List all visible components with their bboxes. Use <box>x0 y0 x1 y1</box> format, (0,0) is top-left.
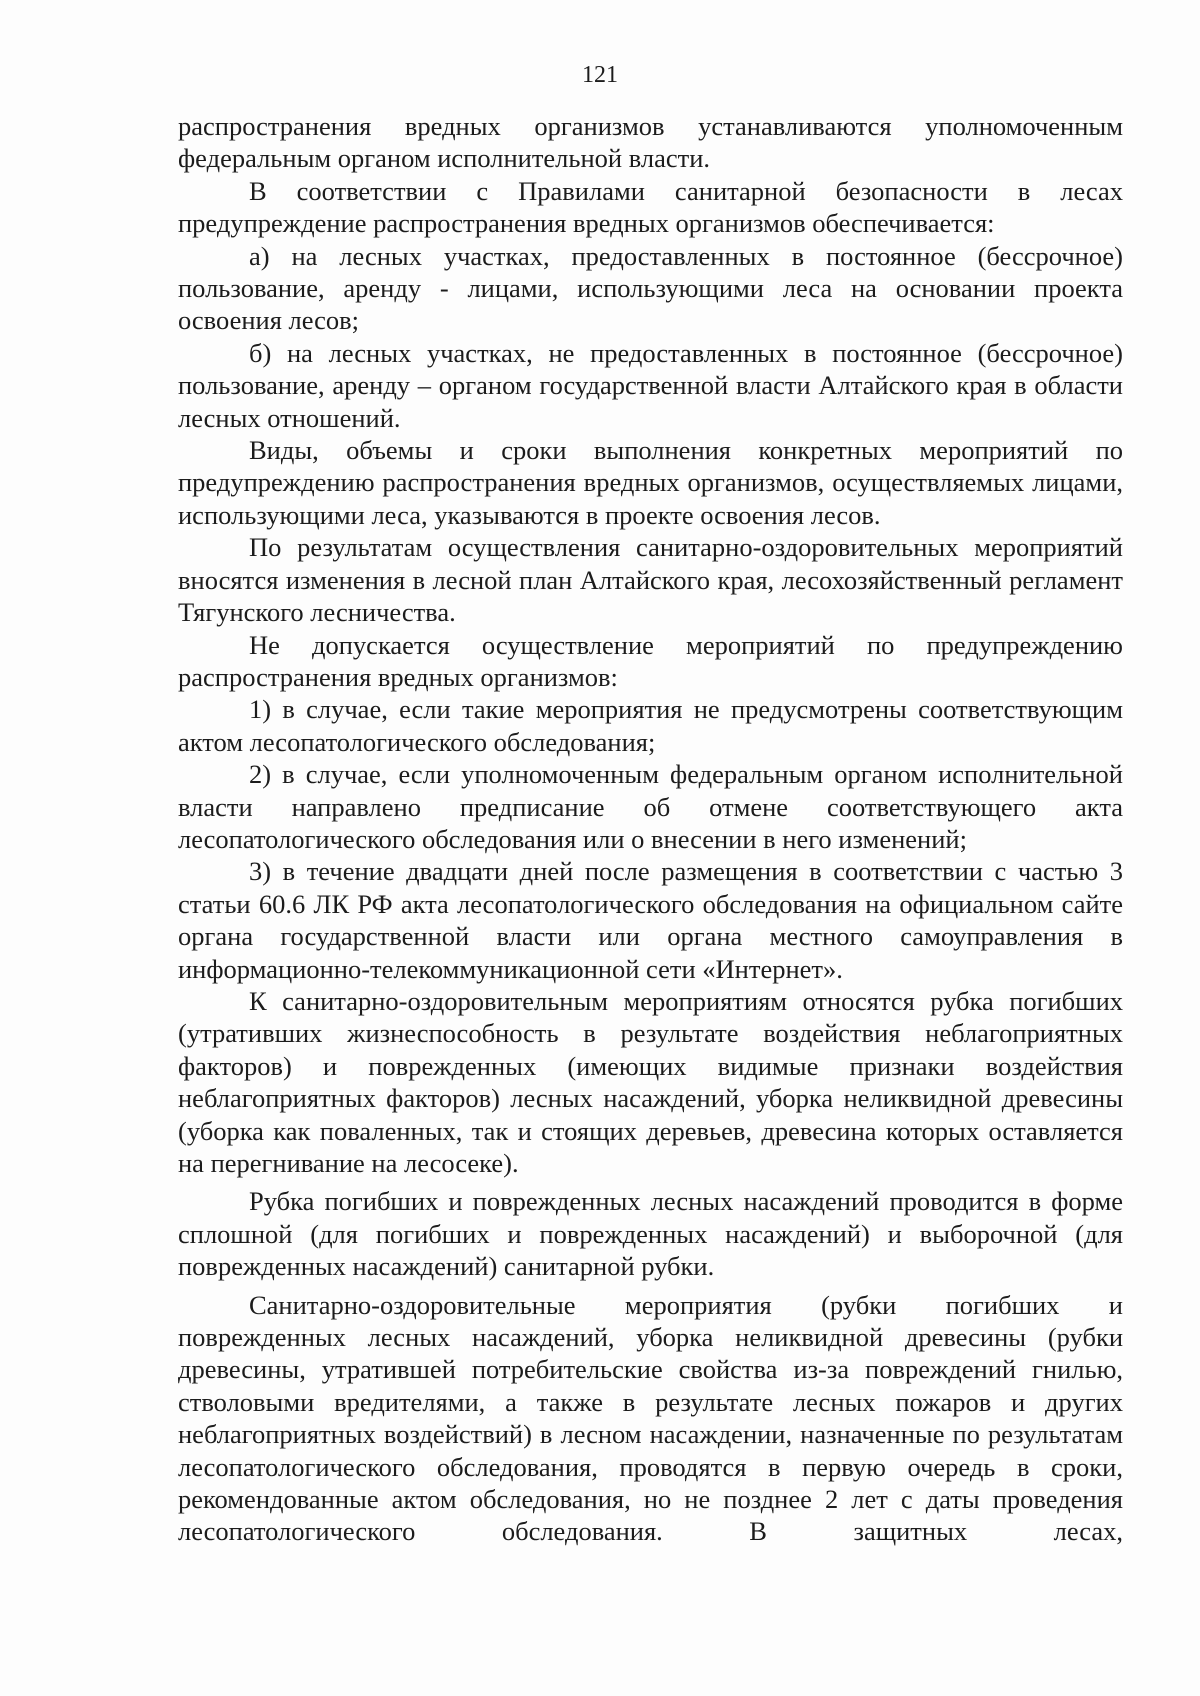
paragraph: К санитарно-оздоровительным мероприятиям относятся рубка погибших (утративших жизнеспособность в результате воздействия неблагоприятных факторов) и поврежденных (имеющих видимые признаки воздействия неблагоприятных факторов) лесных насаждений, уборка неликвидной древесины (уборка как поваленных, так и стоящих деревьев, древесина которых оставляется на перегнивание на лесосеке). <box>178 985 1123 1178</box>
paragraph: В соответствии с Правилами санитарной безопасности в лесах предупреждение распространения вредных организмов обеспечивается: <box>178 175 1123 239</box>
document-body <box>178 110 1123 1548</box>
paragraph: По результатам осуществления санитарно-оздоровительных мероприятий вносятся изменения в лесной план Алтайского края, лесохозяйственный регламент Тягунского лесничества. <box>178 532 1123 628</box>
paragraph: Не допускается осуществление мероприятий по предупреждению распространения вредных организмов: <box>178 629 1123 692</box>
paragraph: 3) в течение двадцати дней после размещения в соответствии с частью 3 статьи 60.6 ЛК РФ акта лесопатологического обследования на официальном сайте органа государственной власти или органа местного самоуправления в информационно-телекоммуникационной сети «Интернет». <box>178 856 1123 984</box>
paragraph: а) на лесных участках, предоставленных в постоянное (бессрочное) пользование, аренду - лицами, использующими леса на основании проекта освоения лесов; <box>178 240 1123 336</box>
paragraph: Санитарно-оздоровительные мероприятия (рубки погибших и поврежденных лесных насаждений, уборка неликвидной древесины (рубки древесины, утратившей потребительские свойства из-за повреждений гнилью, стволовыми вредителями, а также в результате лесных пожаров и других неблагоприятных воздействий) в лесном насаждении, назначенные по результатам лесопатологического обследования, проводятся в первую очередь в сроки, рекомендованные актом обследования, но не позднее 2 лет с даты проведения лесопатологического обследования. В защитных лесах, <box>178 1289 1123 1547</box>
paragraph: Виды, объемы и сроки выполнения конкретных мероприятий по предупреждению распространения вредных организмов, осуществляемых лицами, использующими леса, указываются в проекте освоения лесов. <box>178 435 1123 530</box>
page-number: 121 <box>582 62 618 88</box>
paragraph: Рубка погибших и поврежденных лесных насаждений проводится в форме сплошной (для погибших и поврежденных насаждений) и выборочной (для поврежденных насаждений) санитарной рубки. <box>178 1186 1123 1282</box>
paragraph: 1) в случае, если такие мероприятия не предусмотрены соответствующим актом лесопатологического обследования; <box>178 694 1123 757</box>
paragraph: распространения вредных организмов устанавливаются уполномоченным федеральным органом исполнительной власти. <box>178 111 1123 174</box>
paragraph: 2) в случае, если уполномоченным федеральным органом исполнительной власти направлено предписание об отмене соответствующего акта лесопатологического обследования или о внесении в него изменений; <box>178 759 1123 854</box>
paragraph: б) на лесных участках, не предоставленных в постоянное (бессрочное) пользование, аренду – органом государственной власти Алтайского края в области лесных отношений. <box>178 337 1123 433</box>
